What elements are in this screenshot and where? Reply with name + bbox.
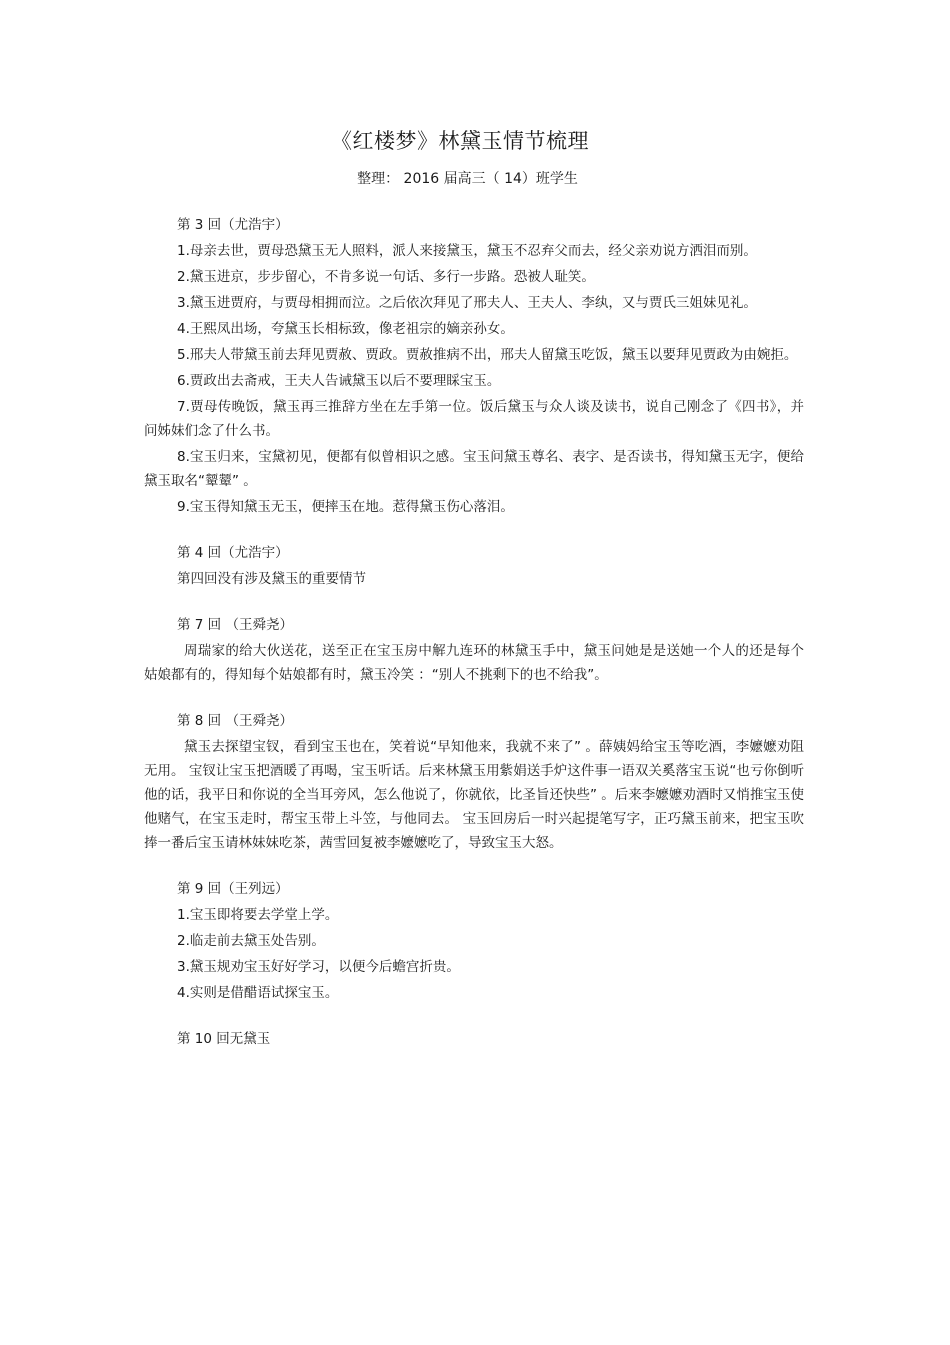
document-subtitle: 整理： 2016 届高三（ 14）班学生 (357, 171, 578, 187)
list-item: 2.黛玉进京，步步留心，不肯多说一句话、多行一步路。恐被人耻笑。 (177, 269, 595, 285)
section-heading: 第 8 回 （王舜尧） (177, 713, 293, 729)
section-heading: 第 3 回（尤浩宇） (177, 217, 289, 233)
list-item: 1.母亲去世，贾母恐黛玉无人照料，派人来接黛玉，黛玉不忍弃父而去，经父亲劝说方洒泪而别。 (177, 243, 757, 259)
list-item: 6.贾政出去斋戒，王夫人告诫黛玉以后不要理睬宝玉。 (177, 373, 501, 389)
section-heading: 第 9 回（王列远） (177, 881, 289, 897)
list-item: 1.宝玉即将要去学堂上学。 (177, 907, 339, 923)
document-body (144, 213, 804, 1053)
section-paragraph: 黛玉去探望宝钗，看到宝玉也在，笑着说“早知他来，我就不来了” 。薛姨妈给宝玉等吃酒，李嬷嬷劝阻无用。 宝钗让宝玉把酒暖了再喝，宝玉听话。后来林黛玉用紫娟送手炉这件事一语双关奚落宝玉说“也亏你倒听他的话，我平日和你说的全当耳旁风，怎么他说了，你就依，比圣旨还快些” 。后来李嬷嬷劝酒时又悄推宝玉使他赌气，在宝玉走时，帮宝玉带上斗笠，与他同去。 宝玉回房后一时兴起提笔写字，正巧黛玉前来，把宝玉吹捧一番后宝玉请林妹妹吃茶，茜雪回复被李嬷嬷吃了，导致宝玉大怒。 (144, 739, 804, 851)
list-item: 3.黛玉进贾府，与贾母相拥而泣。之后依次拜见了邢夫人、王夫人、李纨，又与贾氏三姐妹见礼。 (177, 295, 757, 311)
section-heading: 第 10 回无黛玉 (177, 1031, 271, 1047)
section-heading: 第 4 回（尤浩宇） (177, 545, 289, 561)
list-item: 8.宝玉归来，宝黛初见，便都有似曾相识之感。宝玉问黛玉尊名、表字、是否读书，得知黛玉无字，便给黛玉取名“颦颦” 。 (144, 449, 804, 489)
section-paragraph: 周瑞家的给大伙送花，送至正在宝玉房中解九连环的林黛玉手中，黛玉问她是是送她一个人的还是每个姑娘都有的，得知每个姑娘都有时，黛玉冷笑 ：“别人不挑剩下的也不给我”。 (144, 643, 804, 683)
section-note: 第四回没有涉及黛玉的重要情节 (177, 571, 366, 587)
section-chapter-7 (144, 613, 804, 687)
list-item: 3.黛玉规劝宝玉好好学习，以便今后蟾宫折贵。 (177, 959, 460, 975)
document-title: 《红楼梦》林黛玉情节梳理 (331, 129, 589, 153)
list-item: 4.实则是借醋语试探宝玉。 (177, 985, 339, 1001)
list-item: 7.贾母传晚饭，黛玉再三推辞方坐在左手第一位。饭后黛玉与众人谈及读书，说自己刚念了《四书》，并问姊妹们念了什么书。 (144, 399, 804, 439)
list-item: 4.王熙凤出场，夸黛玉长相标致，像老祖宗的嫡亲孙女。 (177, 321, 514, 337)
section-chapter-4 (144, 541, 804, 591)
list-item: 5.邢夫人带黛玉前去拜见贾赦、贾政。贾赦推病不出，邢夫人留黛玉吃饭，黛玉以要拜见贾政为由婉拒。 (177, 347, 798, 363)
section-chapter-8 (144, 709, 804, 855)
section-heading: 第 7 回 （王舜尧） (177, 617, 293, 633)
section-chapter-3 (144, 213, 804, 519)
list-item: 2.临走前去黛玉处告别。 (177, 933, 325, 949)
section-chapter-9 (144, 877, 804, 1005)
list-item: 9.宝玉得知黛玉无玉，便摔玉在地。惹得黛玉伤心落泪。 (177, 499, 514, 515)
section-chapter-10 (144, 1027, 804, 1051)
